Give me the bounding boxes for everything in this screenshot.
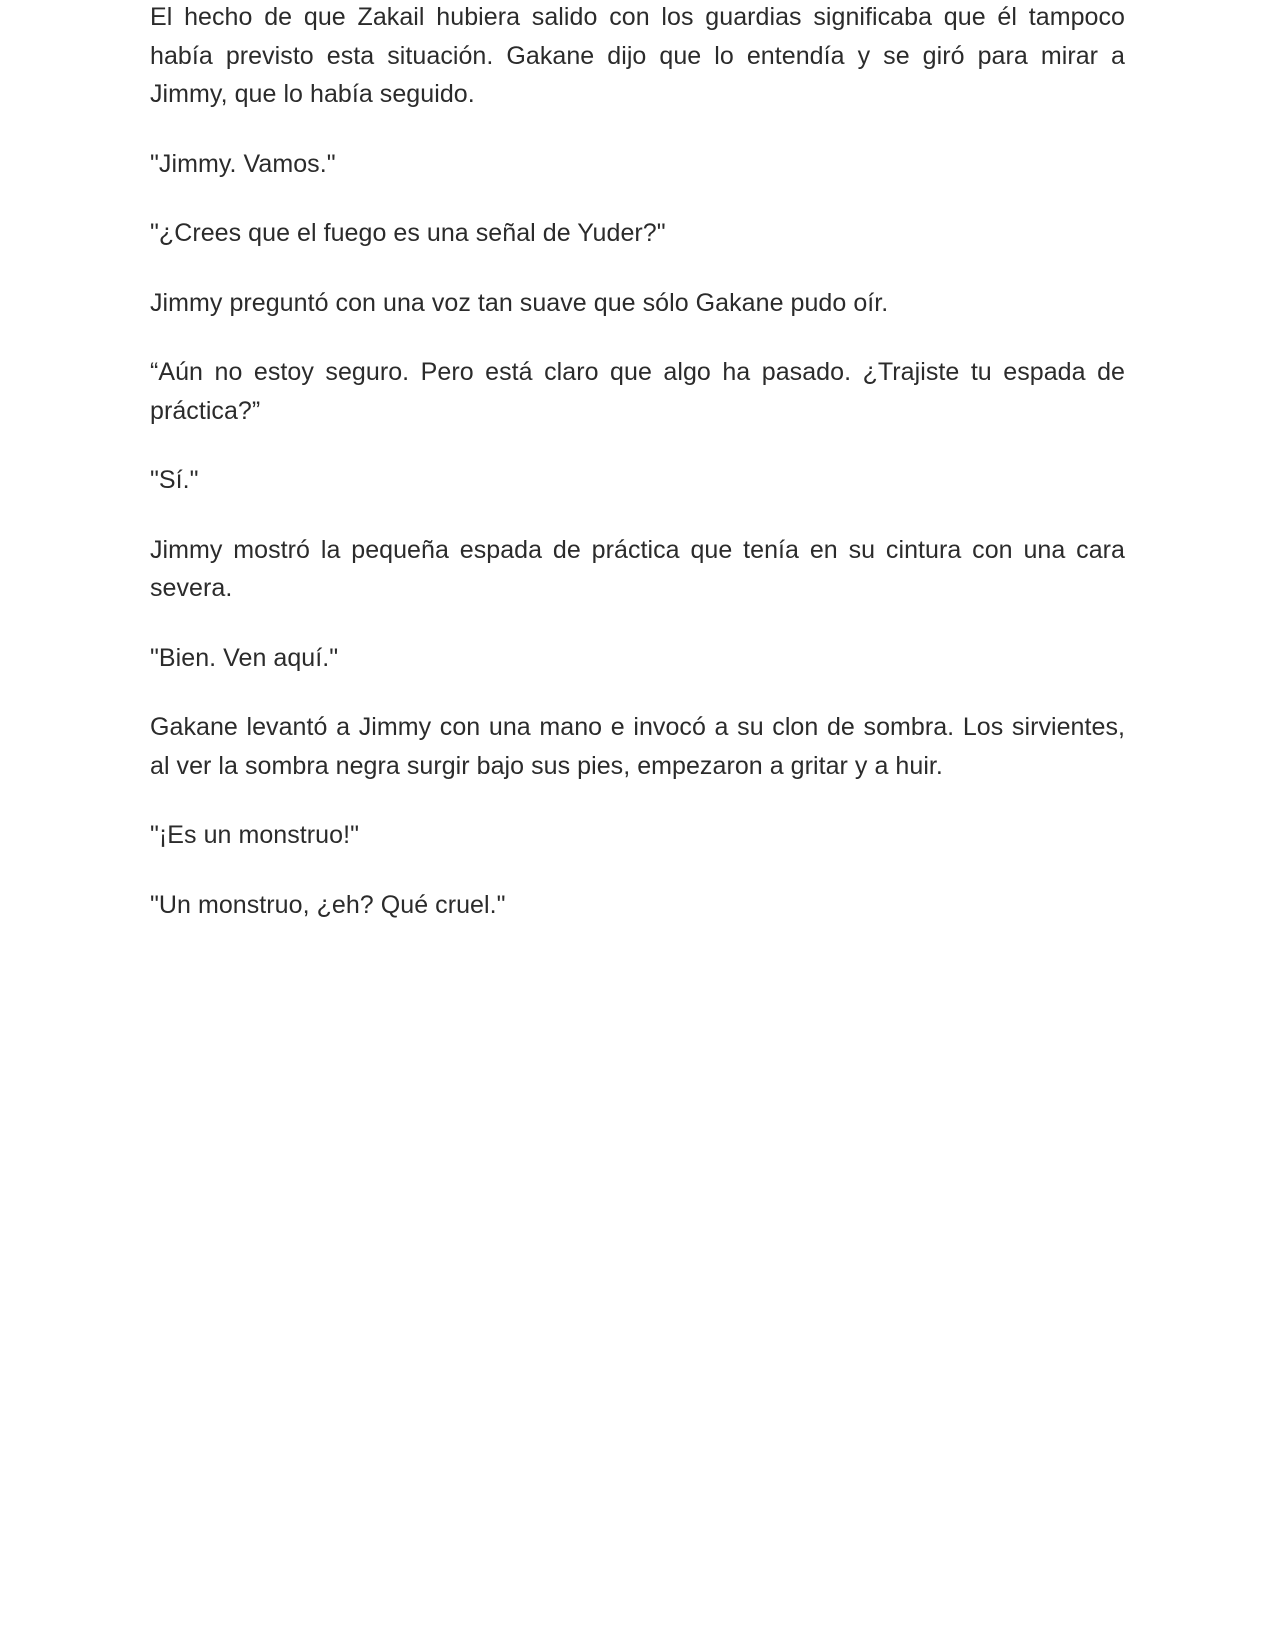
paragraph: "¿Crees que el fuego es una señal de Yuder?"	[150, 219, 666, 247]
paragraph: El hecho de que Zakail hubiera salido con los guardias significaba que él tampoco había previsto esta situación. Gakane dijo que lo entendía y se giró para mirar a Jimmy, que lo había seguido.	[150, 3, 1125, 108]
paragraph: "Un monstruo, ¿eh? Qué cruel."	[150, 890, 506, 919]
paragraph: "¡Es un monstruo!"	[150, 821, 360, 849]
paragraph: “Aún no estoy seguro. Pero está claro que algo ha pasado. ¿Trajiste tu espada de práctica?”	[150, 358, 1125, 425]
paragraph: Jimmy preguntó con una voz tan suave que sólo Gakane pudo oír.	[150, 288, 889, 317]
paragraph: Jimmy mostró la pequeña espada de práctica que tenía en su cintura con una cara severa.	[150, 535, 1125, 602]
paragraph: "Jimmy. Vamos."	[150, 149, 336, 178]
paragraph: "Bien. Ven aquí."	[150, 643, 339, 672]
paragraph: Gakane levantó a Jimmy con una mano e invocó a su clon de sombra. Los sirvientes, al ver la sombra negra surgir bajo sus pies, empezaron a gritar y a huir.	[150, 713, 1125, 780]
paragraph: "Sí."	[150, 466, 199, 494]
document-page	[150, 0, 1125, 955]
